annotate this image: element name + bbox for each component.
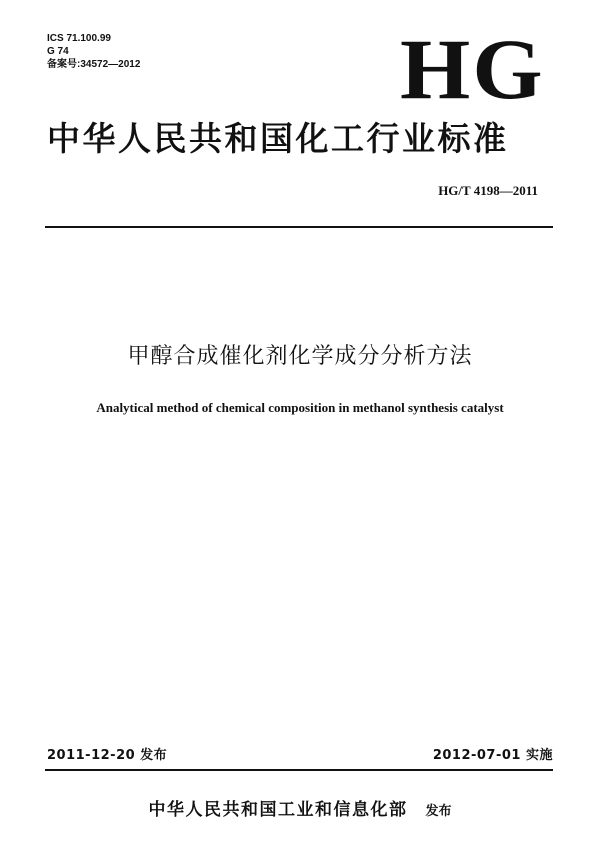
issue-date: 2011-12-20 发布: [47, 748, 168, 763]
ccs-code: G 74: [47, 46, 69, 57]
ics-code: ICS 71.100.99: [47, 33, 111, 44]
document-title-chinese: 甲醇合成催化剂化学成分分析方法: [127, 344, 473, 369]
publisher-name: 中华人民共和国工业和信息化部: [148, 800, 408, 820]
top-divider: [45, 226, 553, 228]
bottom-divider: [45, 769, 553, 771]
hg-logo: HG: [400, 21, 545, 117]
standard-title: 中华人民共和国化工行业标准: [47, 119, 509, 158]
publisher-suffix: 发布: [425, 804, 452, 819]
implementation-date: 2012-07-01 实施: [432, 748, 553, 763]
document-title-english: Analytical method of chemical composition in methanol synthesis catalyst: [96, 400, 504, 415]
standard-number: HG/T 4198—2011: [438, 183, 538, 198]
filing-number: 备案号:34572—2012: [47, 59, 141, 70]
publisher-line: [0, 799, 600, 823]
